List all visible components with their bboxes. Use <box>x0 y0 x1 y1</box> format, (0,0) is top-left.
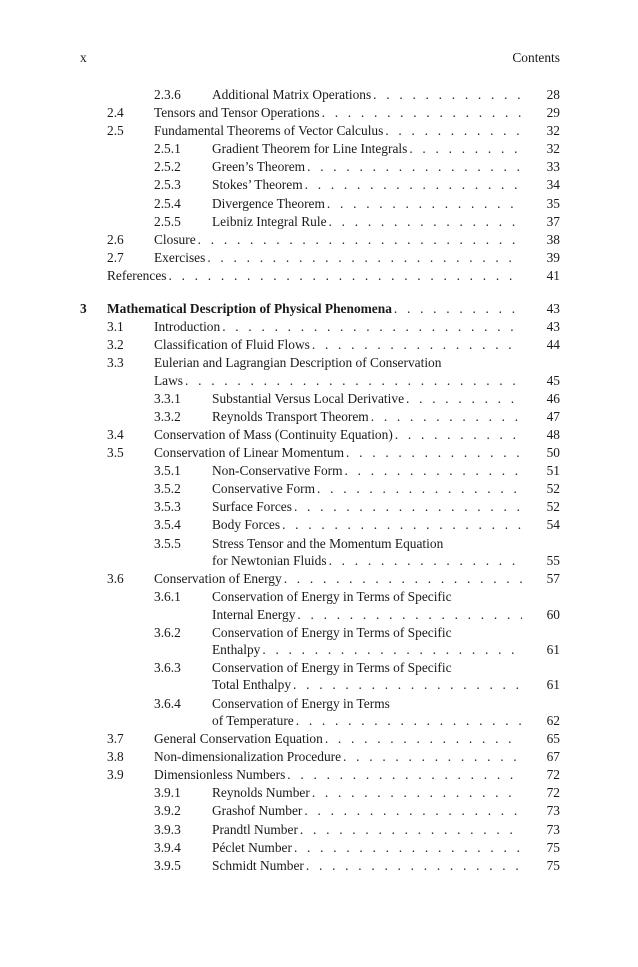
entry-page: 46 <box>546 390 560 406</box>
entry-number: 3.6.4 <box>154 695 181 711</box>
dot-leader <box>327 552 522 570</box>
toc-entry[interactable] <box>0 695 638 712</box>
chapter-title: Mathematical Description of Physical Phenomena <box>107 301 392 317</box>
entry-title-line2: Laws <box>154 372 184 388</box>
toc-entry[interactable] <box>0 462 638 480</box>
entry-number: 3.6 <box>107 571 124 587</box>
toc-entry-continued[interactable] <box>0 606 638 624</box>
running-header <box>80 50 560 66</box>
entry-title: Green’s Theorem <box>212 159 306 175</box>
entry-page: 72 <box>546 785 560 801</box>
toc-entry[interactable] <box>0 802 638 820</box>
dot-leader <box>303 176 522 194</box>
dot-leader <box>291 676 522 694</box>
entry-title: Exercises <box>154 249 206 265</box>
entry-title: Prandtl Number <box>212 821 298 837</box>
toc-entry[interactable] <box>0 498 638 516</box>
entry-number: 3.9.2 <box>154 803 181 819</box>
dot-leader <box>285 766 522 784</box>
entry-title: Non-Conservative Form <box>212 463 343 479</box>
toc-entry[interactable] <box>0 480 638 498</box>
entry-number: 2.7 <box>107 249 124 265</box>
dot-leader <box>304 857 522 875</box>
toc-entry[interactable] <box>0 748 638 766</box>
dot-leader <box>205 249 522 267</box>
toc-entry[interactable] <box>0 444 638 462</box>
entry-title: Conservation of Mass (Continuity Equation) <box>154 426 393 442</box>
toc-entry[interactable] <box>0 535 638 552</box>
entry-number: 3.9.5 <box>154 857 181 873</box>
entry-page: 33 <box>546 159 560 175</box>
entry-page: 45 <box>546 372 560 388</box>
entry-number: 3.5.2 <box>154 481 181 497</box>
toc-entry[interactable] <box>0 354 638 371</box>
dot-leader <box>407 140 522 158</box>
dot-leader <box>393 426 522 444</box>
toc-entry[interactable] <box>0 516 638 534</box>
entry-page: 44 <box>546 337 560 353</box>
entry-page: 48 <box>546 426 560 442</box>
toc-entry[interactable] <box>0 784 638 802</box>
entry-title: Closure <box>154 231 196 247</box>
entry-page: 61 <box>546 677 560 693</box>
entry-title-line2: Enthalpy <box>212 642 261 657</box>
entry-number: 3.5.3 <box>154 499 181 515</box>
entry-title-line1: Conservation of Energy in Terms of Specific <box>212 660 452 676</box>
entry-title-line2: Internal Energy <box>212 606 296 622</box>
toc-entry[interactable] <box>0 231 638 249</box>
entry-page: 52 <box>546 481 560 497</box>
dot-leader <box>383 122 522 140</box>
toc-entry[interactable] <box>0 336 638 354</box>
dot-leader <box>183 372 522 390</box>
entry-title: Substantial Versus Local Derivative <box>212 390 405 406</box>
entry-number: 3.5.4 <box>154 517 181 533</box>
entry-number: 3.6.2 <box>154 624 181 640</box>
entry-title: General Conservation Equation <box>154 731 323 747</box>
entry-number: 3.4 <box>107 426 124 442</box>
toc-entry[interactable] <box>0 176 638 194</box>
running-title: Contents <box>512 50 560 65</box>
entry-page: 73 <box>546 803 560 819</box>
dot-leader <box>392 300 522 318</box>
entry-title: Stokes’ Theorem <box>212 177 303 193</box>
entry-title: Reynolds Transport Theorem <box>212 408 369 424</box>
entry-title: Dimensionless Numbers <box>154 767 286 783</box>
toc-entry[interactable] <box>0 766 638 784</box>
entry-number: 3.7 <box>107 731 124 747</box>
entry-title: Grashof Number <box>212 803 303 819</box>
entry-number: 3.6.3 <box>154 660 181 676</box>
dot-leader <box>220 318 522 336</box>
table-of-contents <box>0 86 638 875</box>
toc-entry[interactable] <box>0 730 638 748</box>
toc-entry[interactable] <box>0 570 638 588</box>
toc-entry[interactable] <box>0 588 638 605</box>
dot-leader <box>310 784 522 802</box>
toc-entry[interactable] <box>0 821 638 839</box>
entry-page: 75 <box>546 857 560 873</box>
toc-entry-continued[interactable] <box>0 372 638 390</box>
dot-leader <box>280 516 522 534</box>
entry-title-line2: of Temperature <box>212 712 294 728</box>
toc-entry-continued[interactable] <box>0 552 638 570</box>
entry-page: 43 <box>546 319 560 335</box>
entry-page: 38 <box>546 231 560 247</box>
entry-page: 43 <box>546 301 560 317</box>
toc-entry[interactable] <box>0 390 638 408</box>
entry-page: 50 <box>546 445 560 461</box>
entry-page: 75 <box>546 839 560 855</box>
entry-page: 37 <box>546 213 560 229</box>
entry-page: 72 <box>546 767 560 783</box>
dot-leader <box>325 195 522 213</box>
entry-page: 62 <box>546 712 560 728</box>
entry-page: 39 <box>546 249 560 265</box>
entry-title: Tensors and Tensor Operations <box>154 105 320 121</box>
toc-entry[interactable] <box>0 86 638 104</box>
entry-title: Non-dimensionalization Procedure <box>154 749 342 765</box>
entry-number: 3.9.4 <box>154 839 181 855</box>
entry-title: Conservation of Linear Momentum <box>154 445 345 461</box>
dot-leader <box>327 213 522 231</box>
entry-title-line1: Conservation of Energy in Terms of Specific <box>212 589 452 605</box>
entry-title: Divergence Theorem <box>212 195 325 211</box>
dot-leader <box>344 444 522 462</box>
entry-title: Additional Matrix Operations <box>212 87 372 102</box>
entry-title: Leibniz Integral Rule <box>212 213 327 229</box>
entry-number: 2.3.6 <box>154 87 181 102</box>
toc-entry[interactable] <box>0 158 638 176</box>
entry-page: 28 <box>546 87 560 102</box>
dot-leader <box>341 748 522 766</box>
toc-entry-continued[interactable] <box>0 641 638 659</box>
toc-entry[interactable] <box>0 213 638 231</box>
dot-leader <box>298 821 522 839</box>
entry-number: 3.6.1 <box>154 589 181 605</box>
entry-page: 61 <box>546 642 560 657</box>
entry-number: 3.9.3 <box>154 821 181 837</box>
entry-title-line1: Conservation of Energy in Terms of Specific <box>212 624 452 640</box>
entry-title: Introduction <box>154 319 221 335</box>
entry-title: References <box>107 267 167 283</box>
toc-entry[interactable] <box>0 624 638 641</box>
entry-title: Surface Forces <box>212 499 292 515</box>
toc-entry-continued[interactable] <box>0 676 638 694</box>
entry-number: 2.5.4 <box>154 195 181 211</box>
entry-title-line2: for Newtonian Fluids <box>212 552 327 568</box>
dot-leader <box>320 104 522 122</box>
entry-number: 3.5.1 <box>154 463 181 479</box>
toc-entry-continued[interactable] <box>0 712 638 730</box>
dot-leader <box>196 231 522 249</box>
entry-number: 2.5.3 <box>154 177 181 193</box>
entry-page: 32 <box>546 141 560 157</box>
toc-entry[interactable] <box>0 249 638 267</box>
entry-title: Conservation of Energy <box>154 571 282 587</box>
dot-leader <box>305 158 522 176</box>
entry-number: 3.5 <box>107 445 124 461</box>
toc-entry[interactable] <box>0 318 638 336</box>
entry-number: 3.3.2 <box>154 408 181 424</box>
entry-number: 3.9 <box>107 767 124 783</box>
entry-page: 29 <box>546 105 560 121</box>
dot-leader <box>292 498 522 516</box>
entry-title: Péclet Number <box>212 839 292 855</box>
toc-entry[interactable] <box>0 104 638 122</box>
entry-number: 2.4 <box>107 105 124 121</box>
entry-title-line1: Conservation of Energy in Terms <box>212 695 390 711</box>
entry-number: 2.5 <box>107 123 124 139</box>
entry-number: 2.5.1 <box>154 141 181 157</box>
dot-leader <box>282 570 522 588</box>
entry-number: 3.5.5 <box>154 535 181 551</box>
entry-number: 2.5.2 <box>154 159 181 175</box>
entry-number: 3.2 <box>107 337 124 353</box>
dot-leader <box>292 839 522 857</box>
toc-entry[interactable] <box>0 839 638 857</box>
dot-leader <box>294 712 522 730</box>
entry-page: 73 <box>546 821 560 837</box>
dot-leader <box>260 641 522 659</box>
entry-number: 3.3.1 <box>154 390 181 406</box>
entry-page: 55 <box>546 552 560 568</box>
entry-number: 3.9.1 <box>154 785 181 801</box>
toc-entry[interactable] <box>0 122 638 140</box>
entry-title: Reynolds Number <box>212 785 310 801</box>
entry-number: 3.3 <box>107 355 124 371</box>
toc-entry[interactable] <box>0 659 638 676</box>
entry-page: 35 <box>546 195 560 211</box>
toc-entry[interactable] <box>0 857 638 875</box>
dot-leader <box>295 606 522 624</box>
entry-title: Gradient Theorem for Line Integrals <box>212 141 408 157</box>
entry-title-line1: Stress Tensor and the Momentum Equation <box>212 535 444 551</box>
dot-leader <box>302 802 522 820</box>
dot-leader <box>166 267 522 285</box>
entry-page: 67 <box>546 749 560 765</box>
toc-entry[interactable] <box>0 195 638 213</box>
toc-entry[interactable] <box>0 426 638 444</box>
dot-leader <box>310 336 522 354</box>
entry-number: 3.8 <box>107 749 124 765</box>
dot-leader <box>369 408 522 426</box>
chapter-number: 3 <box>80 301 87 317</box>
page-number: x <box>80 50 87 65</box>
entry-title: Fundamental Theorems of Vector Calculus <box>154 123 384 139</box>
entry-page: 34 <box>546 177 560 193</box>
entry-title-line1: Eulerian and Lagrangian Description of Conservation <box>154 355 442 371</box>
toc-entry-references[interactable] <box>0 267 638 285</box>
toc-entry[interactable] <box>0 408 638 426</box>
dot-leader <box>343 462 522 480</box>
dot-leader <box>323 730 522 748</box>
dot-leader <box>315 480 522 498</box>
entry-page: 65 <box>546 731 560 747</box>
entry-number: 3.1 <box>107 319 124 335</box>
entry-title: Conservative Form <box>212 481 316 497</box>
dot-leader <box>404 390 522 408</box>
toc-entry[interactable] <box>0 140 638 158</box>
entry-title: Classification of Fluid Flows <box>154 337 310 353</box>
entry-page: 52 <box>546 499 560 515</box>
entry-page: 57 <box>546 571 560 587</box>
entry-number: 2.5.5 <box>154 213 181 229</box>
entry-title-line2: Total Enthalpy <box>212 677 292 693</box>
entry-title: Body Forces <box>212 517 281 533</box>
entry-number: 2.6 <box>107 231 124 247</box>
entry-page: 32 <box>546 123 560 139</box>
toc-chapter-entry[interactable] <box>0 300 638 318</box>
entry-page: 47 <box>546 408 560 424</box>
entry-page: 60 <box>546 606 560 622</box>
entry-page: 54 <box>546 517 560 533</box>
entry-title: Schmidt Number <box>212 857 304 873</box>
dot-leader <box>371 86 522 104</box>
entry-page: 41 <box>546 267 560 283</box>
entry-page: 51 <box>546 463 560 479</box>
